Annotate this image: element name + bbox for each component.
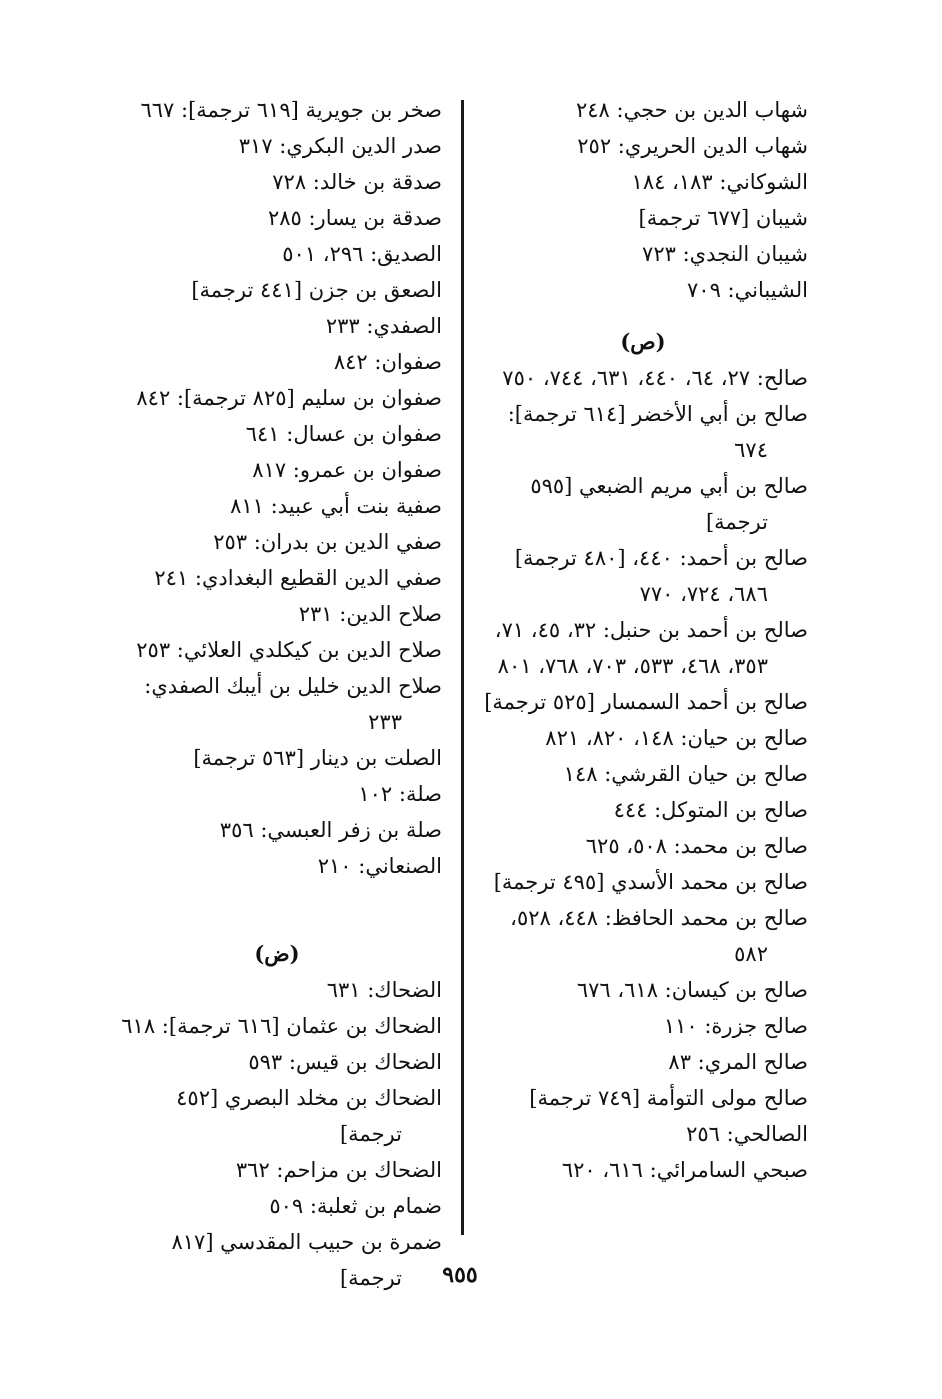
section-spacer [112, 884, 442, 920]
index-entry: صالح بن حيان: ١٤٨، ٨٢٠، ٨٢١ [545, 726, 808, 750]
index-entry: صفي الدين القطيع البغدادي: ٢٤١ [154, 566, 442, 590]
index-entry: صخر بن جويرية [٦١٩ ترجمة]: ٦٦٧ [140, 98, 442, 122]
index-entry: صالح بن أبي الأخضر [٦١٤ ترجمة]: ٦٧٤ [507, 402, 808, 462]
index-entry: صالح بن أحمد: ٤٤٠، [٤٨٠ ترجمة] ٦٨٦، ٧٢٤، ٧٧٠ [514, 546, 808, 606]
section-heading-dad: (ض) [254, 941, 300, 966]
index-entry: الضحاك بن عثمان [٦١٦ ترجمة]: ٦١٨ [121, 1014, 442, 1038]
index-entry: صالح مولى التوأمة [٧٤٩ ترجمة] [529, 1086, 808, 1110]
index-entry: صفوان بن عسال: ٦٤١ [245, 422, 442, 446]
index-entry: الصفدي: ٢٣٣ [325, 314, 442, 338]
index-entry: ضمام بن ثعلبة: ٥٠٩ [269, 1194, 442, 1218]
index-entry: الصالحي: ٢٥٦ [686, 1122, 808, 1146]
index-entry: ضمرة بن حبيب المقدسي [٨١٧ ترجمة] [171, 1230, 442, 1290]
index-entry: شهاب الدين الحريري: ٢٥٢ [577, 134, 808, 158]
index-entry: الشيباني: ٧٠٩ [687, 278, 808, 302]
index-entry: صالح بن محمد الحافظ: ٤٤٨، ٥٢٨، ٥٨٢ [510, 906, 808, 966]
index-entry: صفي الدين بن بدران: ٢٥٣ [213, 530, 442, 554]
index-entry: صبحي السامرائي: ٦١٦، ٦٢٠ [561, 1158, 808, 1182]
index-entry: صالح بن محمد: ٥٠٨، ٦٢٥ [585, 834, 808, 858]
index-entry: صفوان: ٨٤٢ [333, 350, 442, 374]
index-entry: صالح بن حيان القرشي: ١٤٨ [563, 762, 808, 786]
index-entry: الصنعاني: ٢١٠ [317, 854, 442, 878]
index-entry: شيبان النجدي: ٧٢٣ [642, 242, 808, 266]
index-entry: شيبان [٦٧٧ ترجمة] [638, 206, 808, 230]
index-entry: صلاح الدين: ٢٣١ [298, 602, 442, 626]
index-entry: صالح بن أحمد السمسار [٥٢٥ ترجمة] [484, 690, 808, 714]
index-entry: الضحاك بن مزاحم: ٣٦٢ [235, 1158, 442, 1182]
page-number: ٩٥٥ [442, 1262, 478, 1288]
index-entry: صالح بن أبي مريم الضبعي [٥٩٥ ترجمة] [530, 474, 808, 534]
index-entry: الضحاك بن مخلد البصري [٤٥٢ ترجمة] [176, 1086, 442, 1146]
index-entry: صالح بن المتوكل: ٤٤٤ [613, 798, 808, 822]
index-entry: صلة: ١٠٢ [358, 782, 442, 806]
index-entry: الصعق بن جزن [٤٤١ ترجمة] [191, 278, 442, 302]
index-entry: الشوكاني: ١٨٣، ١٨٤ [631, 170, 808, 194]
index-entry: صفوان بن سليم [٨٢٥ ترجمة]: ٨٤٢ [136, 386, 442, 410]
index-entry: صالح: ٢٧، ٦٤، ٤٤٠، ٦٣١، ٧٤٤، ٧٥٠ [502, 366, 808, 390]
index-entry: صالح بن أحمد بن حنبل: ٣٢، ٤٥، ٧١، ٣٥٣، ٤٦٨، ٥٣٣، ٧٠٣، ٧٦٨، ٨٠١ [494, 618, 808, 678]
index-entry: صدقة بن يسار: ٢٨٥ [267, 206, 442, 230]
index-entry: صلة بن زفر العبسي: ٣٥٦ [219, 818, 442, 842]
index-entry: شهاب الدين بن حجي: ٢٤٨ [575, 98, 808, 122]
index-entry: صدقة بن خالد: ٧٢٨ [272, 170, 442, 194]
section-heading-sad: (ص) [620, 329, 666, 354]
index-column-right [478, 92, 808, 1188]
index-entry: الصلت بن دينار [٥٦٣ ترجمة] [193, 746, 442, 770]
column-divider [461, 100, 464, 1235]
index-entry: الصديق: ٢٩٦، ٥٠١ [282, 242, 442, 266]
index-entry: صلاح الدين خليل بن أيبك الصفدي: ٢٣٣ [144, 674, 442, 734]
index-entry: الضحاك: ٦٣١ [326, 978, 442, 1002]
index-column-left [112, 92, 442, 1296]
index-entry: صالح المري: ٨٣ [668, 1050, 808, 1074]
index-entry: الضحاك بن قيس: ٥٩٣ [248, 1050, 442, 1074]
index-entry: صالح بن كيسان: ٦١٨، ٦٧٦ [576, 978, 808, 1002]
index-entry: صالح جزرة: ١١٠ [663, 1014, 808, 1038]
index-entry: صفية بنت أبي عبيد: ٨١١ [230, 494, 442, 518]
index-entry: صلاح الدين بن كيكلدي العلائي: ٢٥٣ [136, 638, 442, 662]
index-entry: صالح بن محمد الأسدي [٤٩٥ ترجمة] [493, 870, 808, 894]
index-entry: صدر الدين البكري: ٣١٧ [238, 134, 442, 158]
index-entry: صفوان بن عمرو: ٨١٧ [252, 458, 442, 482]
